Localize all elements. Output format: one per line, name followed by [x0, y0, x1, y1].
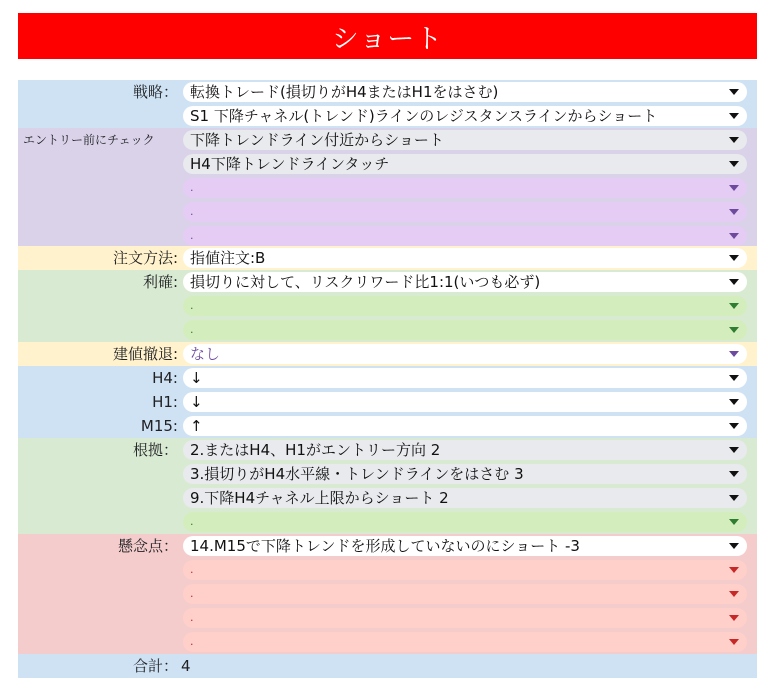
dropdown-arrow-icon — [729, 447, 739, 453]
entry-check-select-1[interactable] — [183, 130, 747, 150]
concerns-select-3[interactable] — [183, 584, 747, 604]
dropdown-arrow-icon — [729, 591, 739, 597]
dropdown-arrow-icon — [729, 615, 739, 621]
dropdown-arrow-icon — [729, 255, 739, 261]
entry-check-select-3[interactable] — [183, 178, 747, 198]
breakeven-exit-value: なし — [190, 345, 221, 363]
total-section — [18, 654, 757, 678]
dropdown-arrow-icon — [729, 113, 739, 119]
entry-check-select-4-value: . — [190, 205, 194, 218]
dropdown-arrow-icon — [729, 423, 739, 429]
basis-section — [18, 438, 757, 534]
h1-label: H1: — [152, 393, 178, 411]
basis-select-3[interactable] — [183, 488, 747, 508]
h1-select[interactable] — [183, 392, 747, 412]
take-profit-select-2[interactable] — [183, 296, 747, 316]
order-method-section — [18, 246, 757, 270]
basis-select-4-value: . — [190, 515, 194, 528]
take-profit-section — [18, 270, 757, 342]
take-profit-select-1[interactable] — [183, 272, 747, 292]
entry-check-select-3-value: . — [190, 181, 194, 194]
m15-value: ↑ — [190, 417, 203, 435]
concerns-select-3-value: . — [190, 587, 194, 600]
concerns-select-1[interactable] — [183, 536, 747, 556]
timeframe-section — [18, 366, 757, 438]
entry-check-select-4[interactable] — [183, 202, 747, 222]
dropdown-arrow-icon — [729, 567, 739, 573]
dropdown-arrow-icon — [729, 279, 739, 285]
basis-select-3-value: 9.下降H4チャネル上限からショート 2 — [190, 489, 449, 507]
take-profit-select-3[interactable] — [183, 320, 747, 340]
order-method-value: 指値注文:B — [190, 249, 266, 267]
dropdown-arrow-icon — [729, 89, 739, 95]
total-value: 4 — [181, 657, 191, 675]
order-method-label: 注文方法: — [112, 249, 178, 267]
take-profit-label: 利確: — [142, 273, 178, 291]
concerns-select-5-value: . — [190, 635, 194, 648]
basis-select-2-value: 3.損切りがH4水平線・トレンドラインをはさむ 3 — [190, 465, 524, 483]
order-method-select[interactable] — [183, 248, 747, 268]
dropdown-arrow-icon — [729, 209, 739, 215]
concerns-select-1-value: 14.M15で下降トレンドを形成していないのにショート -3 — [190, 537, 580, 555]
h4-label: H4: — [152, 369, 178, 387]
entry-check-select-2-value: H4下降トレンドラインタッチ — [190, 155, 390, 173]
page-title: ショート — [18, 13, 757, 59]
entry-check-section — [18, 128, 757, 246]
breakeven-exit-select[interactable] — [183, 344, 747, 364]
basis-select-1[interactable] — [183, 440, 747, 460]
dropdown-arrow-icon — [729, 543, 739, 549]
strategy-select-1-value: 転換トレード(損切りがH4またはH1をはさむ) — [190, 83, 499, 101]
strategy-select-2-value: S1 下降チャネル(トレンド)ラインのレジスタンスラインからショート — [190, 107, 658, 125]
dropdown-arrow-icon — [729, 137, 739, 143]
dropdown-arrow-icon — [729, 471, 739, 477]
m15-label: M15: — [140, 417, 178, 435]
strategy-section — [18, 80, 757, 128]
h4-value: ↓ — [190, 369, 203, 387]
basis-select-2[interactable] — [183, 464, 747, 484]
breakeven-exit-section — [18, 342, 757, 366]
entry-check-select-2[interactable] — [183, 154, 747, 174]
entry-check-select-1-value: 下降トレンドライン付近からショート — [190, 131, 444, 149]
concerns-select-2[interactable] — [183, 560, 747, 580]
concerns-select-2-value: . — [190, 563, 194, 576]
entry-check-select-5-value: . — [190, 229, 194, 242]
dropdown-arrow-icon — [729, 375, 739, 381]
take-profit-select-1-value: 損切りに対して、リスクリワード比1:1(いつも必ず) — [190, 273, 541, 291]
take-profit-select-2-value: . — [190, 299, 194, 312]
concerns-select-4-value: . — [190, 611, 194, 624]
dropdown-arrow-icon — [729, 495, 739, 501]
concerns-select-4[interactable] — [183, 608, 747, 628]
h1-value: ↓ — [190, 393, 203, 411]
basis-select-1-value: 2.またはH4、H1がエントリー方向 2 — [190, 441, 441, 459]
concerns-section — [18, 534, 757, 654]
basis-label: 根拠： — [132, 441, 178, 459]
dropdown-arrow-icon — [729, 161, 739, 167]
strategy-label: 戦略： — [132, 83, 178, 101]
h4-select[interactable] — [183, 368, 747, 388]
dropdown-arrow-icon — [729, 639, 739, 645]
strategy-select-2[interactable] — [183, 106, 747, 126]
dropdown-arrow-icon — [729, 185, 739, 191]
m15-select[interactable] — [183, 416, 747, 436]
dropdown-arrow-icon — [729, 351, 739, 357]
total-label: 合計： — [132, 657, 178, 675]
strategy-select-1[interactable] — [183, 82, 747, 102]
entry-check-select-5[interactable] — [183, 226, 747, 246]
dropdown-arrow-icon — [729, 233, 739, 239]
entry-check-label: エントリー前にチェック — [23, 133, 155, 147]
breakeven-exit-label: 建値撤退: — [112, 345, 178, 363]
dropdown-arrow-icon — [729, 399, 739, 405]
take-profit-select-3-value: . — [190, 323, 194, 336]
dropdown-arrow-icon — [729, 327, 739, 333]
concerns-label: 懸念点： — [117, 537, 178, 555]
basis-select-4[interactable] — [183, 512, 747, 532]
dropdown-arrow-icon — [729, 303, 739, 309]
concerns-select-5[interactable] — [183, 632, 747, 652]
dropdown-arrow-icon — [729, 519, 739, 525]
